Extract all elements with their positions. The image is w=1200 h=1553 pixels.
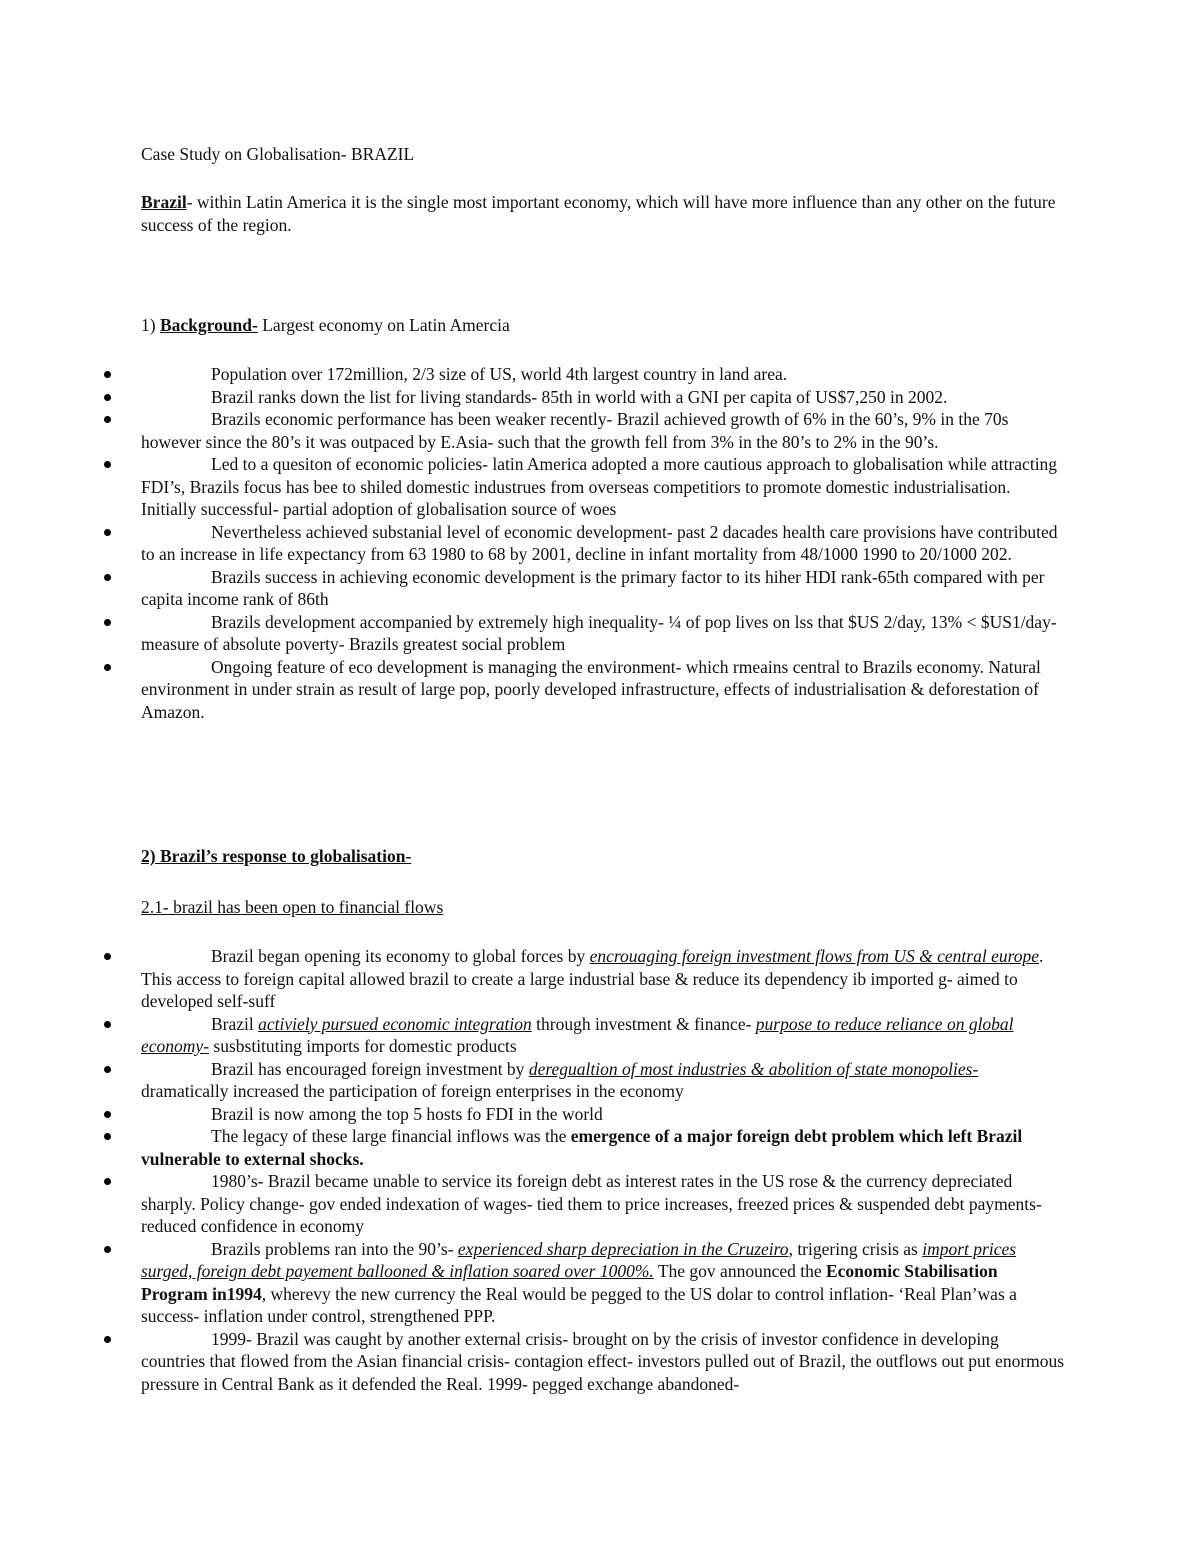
bullet-icon: [104, 1178, 111, 1185]
bullet-text: Brazil has encouraged foreign investment by: [211, 1058, 529, 1079]
bullet-icon: [104, 416, 111, 423]
bullet-text: Brazil ranks down the list for living standards- 85th in world with a GNI per capita of US$7,250 in 2002.: [211, 386, 948, 407]
bullet-text: Brazil began opening its economy to global forces by: [211, 946, 590, 966]
list-item: [141, 1058, 1066, 1103]
bullet-text: Brazils economic performance has been weaker recently- Brazil achieved growth of 6% in the 60’s, 9% in the 70s however since the 80’s it was outpaced by E.Asia- such that the growth fell from 3% in the 80’s to 2% in the 90’s.: [141, 409, 1009, 452]
bullet-icon: [104, 1066, 111, 1073]
section2-subheading: 2.1- brazil has been open to financial flows: [141, 897, 444, 917]
bullet-text: Led to a quesiton of economic policies- latin America adopted a more cautious approach to globalisation while attracting FDI’s, Brazils focus has bee to shiled domestic industrues from overseas competitiors to promote domestic industrialisation. Initially successful- partial adoption of globalisation source of woes: [141, 454, 1058, 519]
bullet-text: The gov announced the: [653, 1261, 826, 1281]
emphasis-text: experienced sharp depreciation in the Cruzeiro: [457, 1238, 789, 1259]
bullet-text: , wherevy the new currency the Real would be pegged to the US dolar to control inflation- ‘Real Plan’was a success- inflation under control, strengthened PPP.: [141, 1283, 1017, 1326]
emphasis-text: deregualtion of most industries & abolition of state monopolies-: [528, 1058, 979, 1079]
emphasis-text: purpose to reduce reliance on global economy-: [141, 1013, 1014, 1056]
bullet-text: . This access to foreign capital allowed brazil to create a large industrial base & reduce its dependency ib imported g- aimed to developed self-suff: [141, 946, 1044, 1011]
list-item: [141, 1013, 1066, 1058]
section1-bullet-list: [141, 363, 1066, 723]
bullet-text: 1999- Brazil was caught by another external crisis- brought on by the crisis of investor confidence in developing countries that flowed from the Asian financial crisis- contagion effect- investors pulled out of Brazil, the outflows out put enormous pressure in Central Bank as it defended the Real. 1999- pegged exchange abandoned-: [141, 1328, 1065, 1394]
list-item: [141, 1103, 1066, 1126]
section1-heading: [141, 314, 1066, 337]
bullet-icon: [104, 953, 111, 960]
bullet-text: through investment & finance-: [531, 1013, 756, 1034]
bullet-text: , trigering crisis as: [788, 1238, 923, 1259]
bullet-text: 1980’s- Brazil became unable to service its foreign debt as interest rates in the US rose & the currency depreciated sharply. Policy change- gov ended indexation of wages- tied them to price increases, freezed prices & suspended debt payments- reduced confidence in economy: [141, 1171, 1042, 1236]
bullet-icon: [104, 664, 111, 671]
section2-heading: 2) Brazil’s response to globalisation-: [141, 846, 412, 866]
list-item: [141, 656, 1066, 724]
section1-text: Largest economy on Latin Amercia: [257, 315, 510, 335]
section2-bullet-list: [141, 945, 1066, 1395]
list-item: [141, 453, 1066, 521]
bullet-text: Brazils success in achieving economic development is the primary factor to its hiher HDI rank-65th compared with per capita income rank of 86th: [141, 566, 1045, 609]
bullet-icon: [104, 1336, 111, 1343]
bullet-text: dramatically increased the participation of foreign enterprises in the economy: [141, 1081, 684, 1101]
bullet-icon: [104, 1246, 111, 1253]
list-item: [141, 1125, 1066, 1170]
bullet-icon: [104, 574, 111, 581]
intro-label: Brazil: [141, 192, 187, 212]
list-item: [141, 1328, 1066, 1396]
bullet-text: Brazil: [211, 1013, 259, 1034]
section1-number: 1): [141, 315, 160, 335]
bullet-icon: [104, 1133, 111, 1140]
bullet-icon: [104, 371, 111, 378]
list-item: [141, 363, 1066, 386]
bullet-icon: [104, 529, 111, 536]
emphasis-text: import prices surged, foreign debt payement ballooned & inflation soared over 1000%.: [141, 1238, 1017, 1281]
list-item: [141, 611, 1066, 656]
bullet-text: Brazil is now among the top 5 hosts fo FDI in the world: [211, 1103, 603, 1124]
emphasis-text: encrouaging foreign investment flows from US & central europe: [589, 946, 1040, 966]
list-item: [141, 408, 1066, 453]
bullet-text: The legacy of these large financial inflows was the: [211, 1126, 571, 1146]
bold-text: emergence of a major foreign debt problem which left Brazil vulnerable to external shocks.: [141, 1126, 1023, 1169]
bullet-text: Population over 172million, 2/3 size of US, world 4th largest country in land area.: [211, 364, 788, 384]
bullet-text: Brazils problems ran into the 90’s-: [211, 1238, 458, 1259]
bullet-text: Brazils development accompanied by extremely high inequality- ¼ of pop lives on lss that $US 2/day, 13% < $US1/day-measure of absolute poverty- Brazils greatest social problem: [141, 611, 1057, 654]
document-title: Case Study on Globalisation- BRAZIL: [141, 144, 415, 164]
list-item: [141, 566, 1066, 611]
bullet-icon: [104, 394, 111, 401]
bullet-text: susbstituting imports for domestic products: [209, 1036, 517, 1056]
list-item: [141, 1170, 1066, 1238]
intro-paragraph: [141, 191, 1066, 236]
emphasis-text: activiely pursued economic integration: [258, 1013, 532, 1034]
list-item: [141, 521, 1066, 566]
list-item: [141, 945, 1066, 1013]
list-item: [141, 1238, 1066, 1328]
section1-label: Background-: [159, 315, 258, 335]
bullet-icon: [104, 461, 111, 468]
intro-text: - within Latin America it is the single most important economy, which will have more influence than any other on the future success of the region.: [141, 192, 1056, 235]
bullet-text: Nevertheless achieved substanial level of economic development- past 2 dacades health care provisions have contributed to an increase in life expectancy from 63 1980 to 68 by 2001, decline in infant mortality from 48/1000 1990 to 20/1000 202.: [141, 521, 1058, 564]
bullet-text: Ongoing feature of eco development is managing the environment- which rmeains central to Brazils economy. Natural environment in under strain as result of large pop, poorly developed infrastructure, effects of industrialisation & deforestation of Amazon.: [141, 656, 1041, 722]
bullet-icon: [104, 1021, 111, 1028]
bullet-icon: [104, 619, 111, 626]
bullet-icon: [104, 1111, 111, 1118]
bold-text: Economic Stabilisation Program in1994: [141, 1261, 998, 1304]
list-item: [141, 386, 1066, 409]
